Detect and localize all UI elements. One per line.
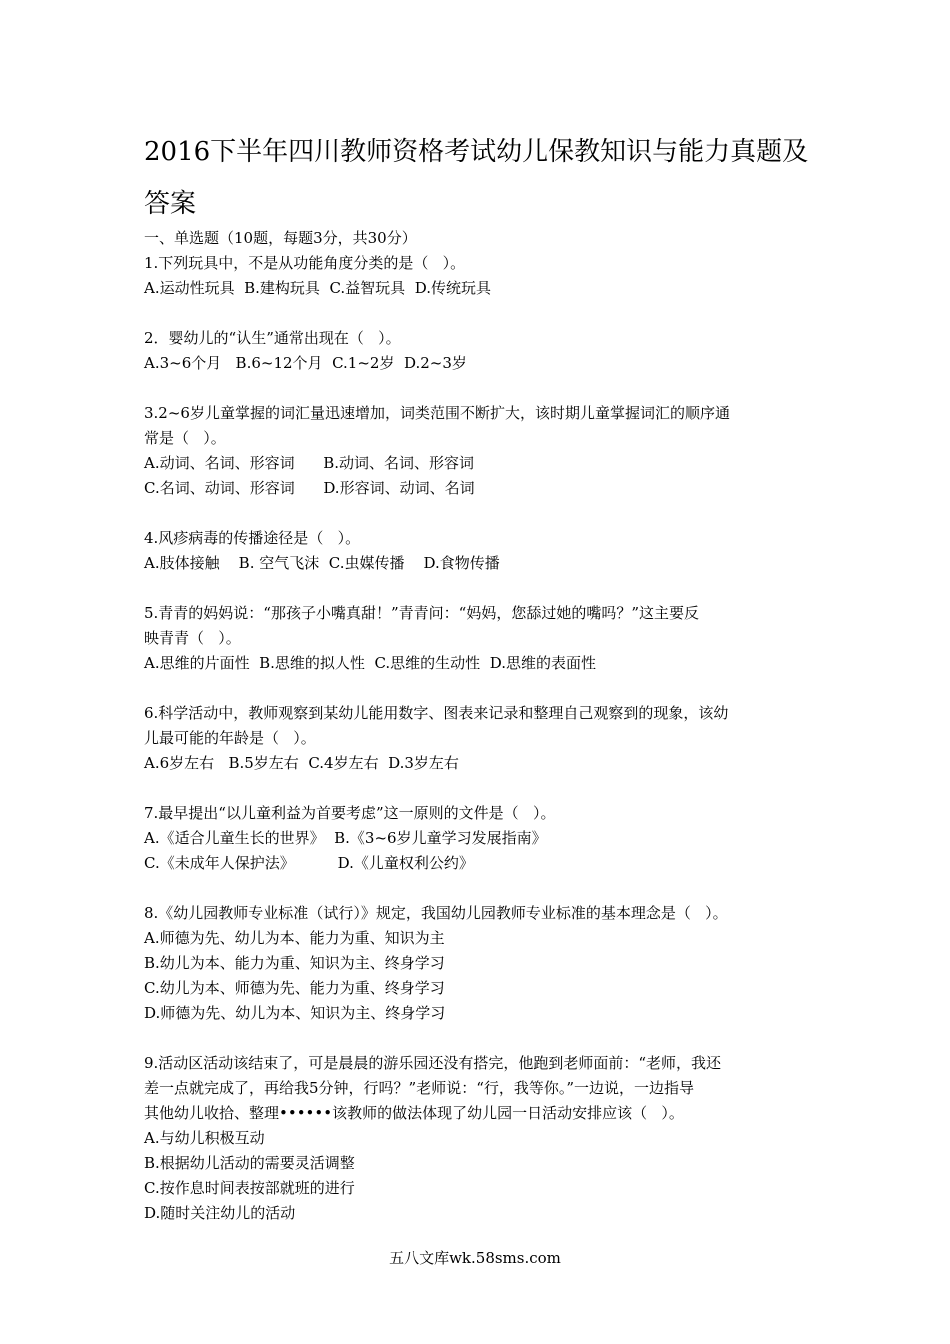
question-spacer	[144, 876, 824, 901]
question-list	[144, 226, 824, 1226]
question-spacer	[144, 376, 824, 401]
question-line: A.动词、名词、形容词 B.动词、名词、形容词	[144, 454, 475, 472]
question-line: D.随时关注幼儿的活动	[144, 1204, 296, 1222]
question-line: 常是（ ）。	[144, 429, 226, 447]
question-line: A.6岁左右 B.5岁左右 C.4岁左右 D.3岁左右	[144, 754, 459, 772]
question-spacer	[144, 576, 824, 601]
question-text: 1.下列玩具中，不是从功能角度分类的是（ ）。	[144, 254, 466, 272]
question-text: 6.科学活动中，教师观察到某幼儿能用数字、图表来记录和整理自己观察到的现象，该幼	[144, 704, 729, 722]
question-line: A.3~6个月 B.6~12个月 C.1~2岁 D.2~3岁	[144, 354, 467, 372]
question-line: A.运动性玩具 B.建构玩具 C.益智玩具 D.传统玩具	[144, 279, 491, 297]
document-title	[144, 126, 824, 230]
question-text: 4.风疹病毒的传播途径是（ ）。	[144, 529, 361, 547]
question-line: C.幼儿为本、师德为先、能力为重、终身学习	[144, 979, 445, 997]
question-line: 其他幼儿收拾、整理••••••该教师的做法体现了幼儿园一日活动安排应该（ ）。	[144, 1104, 684, 1122]
question-line: 儿最可能的年龄是（ ）。	[144, 729, 316, 747]
question-spacer	[144, 676, 824, 701]
question-6	[144, 701, 824, 776]
question-spacer	[144, 501, 824, 526]
question-line: C.按作息时间表按部就班的进行	[144, 1179, 355, 1197]
question-spacer	[144, 1026, 824, 1051]
section-heading: 一、单选题（10题，每题3分，共30分）	[144, 229, 417, 247]
question-line: C.《未成年人保护法》 D.《儿童权利公约》	[144, 854, 474, 872]
question-7	[144, 801, 824, 876]
question-line: A.肢体接触 B. 空气飞沫 C.虫媒传播 D.食物传播	[144, 554, 500, 572]
question-3	[144, 401, 824, 501]
question-line: C.名词、动词、形容词 D.形容词、动词、名词	[144, 479, 475, 497]
title-line-2: 答案	[144, 189, 197, 219]
question-line: A.与幼儿积极互动	[144, 1129, 265, 1147]
question-spacer	[144, 776, 824, 801]
question-5	[144, 601, 824, 676]
question-line: 映青青（ ）。	[144, 629, 241, 647]
question-line: 差一点就完成了，再给我5分钟，行吗？”老师说：“行，我等你。”一边说，一边指导	[144, 1079, 695, 1097]
question-2	[144, 326, 824, 376]
question-spacer	[144, 301, 824, 326]
question-line: A.师德为先、幼儿为本、能力为重、知识为主	[144, 929, 445, 947]
question-line: A.《适合儿童生长的世界》 B.《3~6岁儿童学习发展指南》	[144, 829, 547, 847]
question-text: 7.最早提出“以儿童利益为首要考虑”这一原则的文件是（ ）。	[144, 804, 556, 822]
question-line: D.师德为先、幼儿为本、知识为主、终身学习	[144, 1004, 446, 1022]
question-line: B.幼儿为本、能力为重、知识为主、终身学习	[144, 954, 445, 972]
question-text: 5.青青的妈妈说：“那孩子小嘴真甜！”青青问：“妈妈，您舔过她的嘴吗？”这主要反	[144, 604, 699, 622]
question-line: B.根据幼儿活动的需要灵活调整	[144, 1154, 355, 1172]
question-1	[144, 251, 824, 301]
question-text: 9.活动区活动该结束了，可是晨晨的游乐园还没有搭完，他跑到老师面前：“老师，我还	[144, 1054, 721, 1072]
question-8	[144, 901, 824, 1026]
question-4	[144, 526, 824, 576]
question-9	[144, 1051, 824, 1226]
footer-watermark: 五八文库wk.58sms.com	[389, 1249, 561, 1267]
question-text: 2．婴幼儿的“认生”通常出现在（ ）。	[144, 329, 401, 347]
title-line-1: 2016下半年四川教师资格考试幼儿保教知识与能力真题及	[144, 137, 809, 167]
question-line: A.思维的片面性 B.思维的拟人性 C.思维的生动性 D.思维的表面性	[144, 654, 596, 672]
question-text: 8.《幼儿园教师专业标准（试行）》规定，我国幼儿园教师专业标准的基本理念是（ ）。	[144, 904, 728, 922]
question-text: 3.2~6岁儿童掌握的词汇量迅速增加，词类范围不断扩大，该时期儿童掌握词汇的顺序通	[144, 404, 730, 422]
